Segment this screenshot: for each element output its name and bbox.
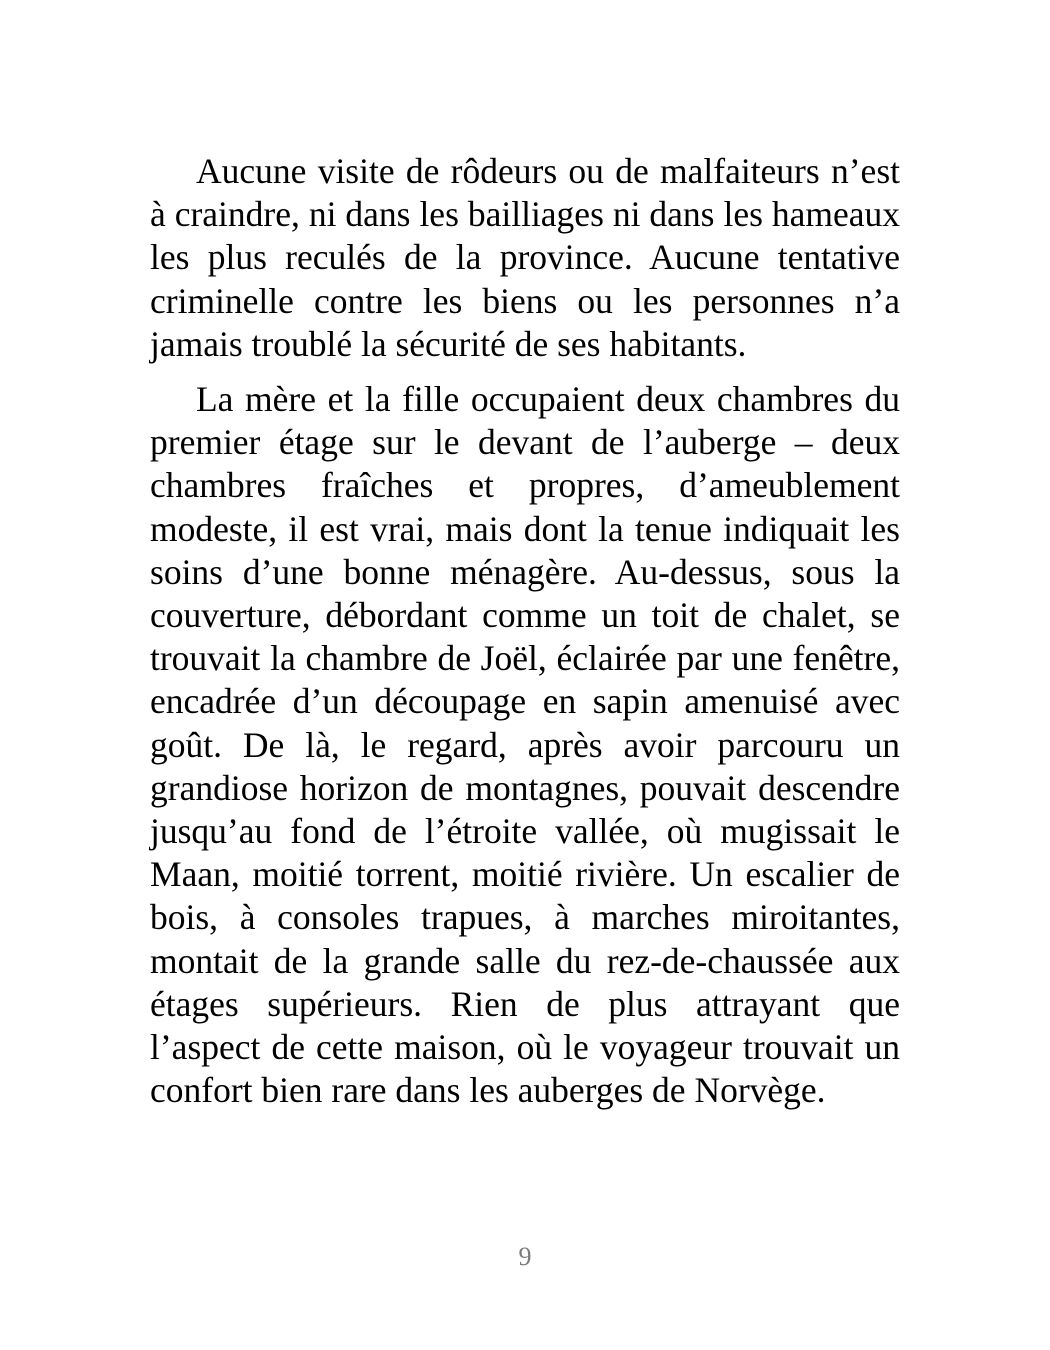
body-text [150, 150, 900, 1124]
paragraph-1: Aucune visite de rôdeurs ou de malfaiteurs n’est à craindre, ni dans les bailliages ni dans les hameaux les plus reculés de la province. Aucune tentative criminelle contre les biens ou les personnes n’a jamais troublé la sécurité de ses habitants. [150, 151, 900, 364]
page-number: 9 [518, 1242, 532, 1271]
paragraph-2: La mère et la fille occupaient deux chambres du premier étage sur le devant de l’auberge – deux chambres fraîches et propres, d’ameublement modeste, il est vrai, mais dont la tenue indiquait les soins d’une bonne ménagère. Au-dessus, sous la couverture, débordant comme un toit de chalet, se trouvait la chambre de Joël, éclairée par une fenêtre, encadrée d’un découpage en sapin amenuisé avec goût. De là, le regard, après avoir parcouru un grandiose horizon de montagnes, pouvait descendre jusqu’au fond de l’étroite vallée, où mugissait le Maan, moitié torrent, moitié rivière. Un escalier de bois, à consoles trapues, à marches miroitantes, montait de la grande salle du rez-de-chaussée aux étages supérieurs. Rien de plus attrayant que l’aspect de cette maison, où le voyageur trouvait un confort bien rare dans les auberges de Norvège. [150, 379, 900, 1111]
